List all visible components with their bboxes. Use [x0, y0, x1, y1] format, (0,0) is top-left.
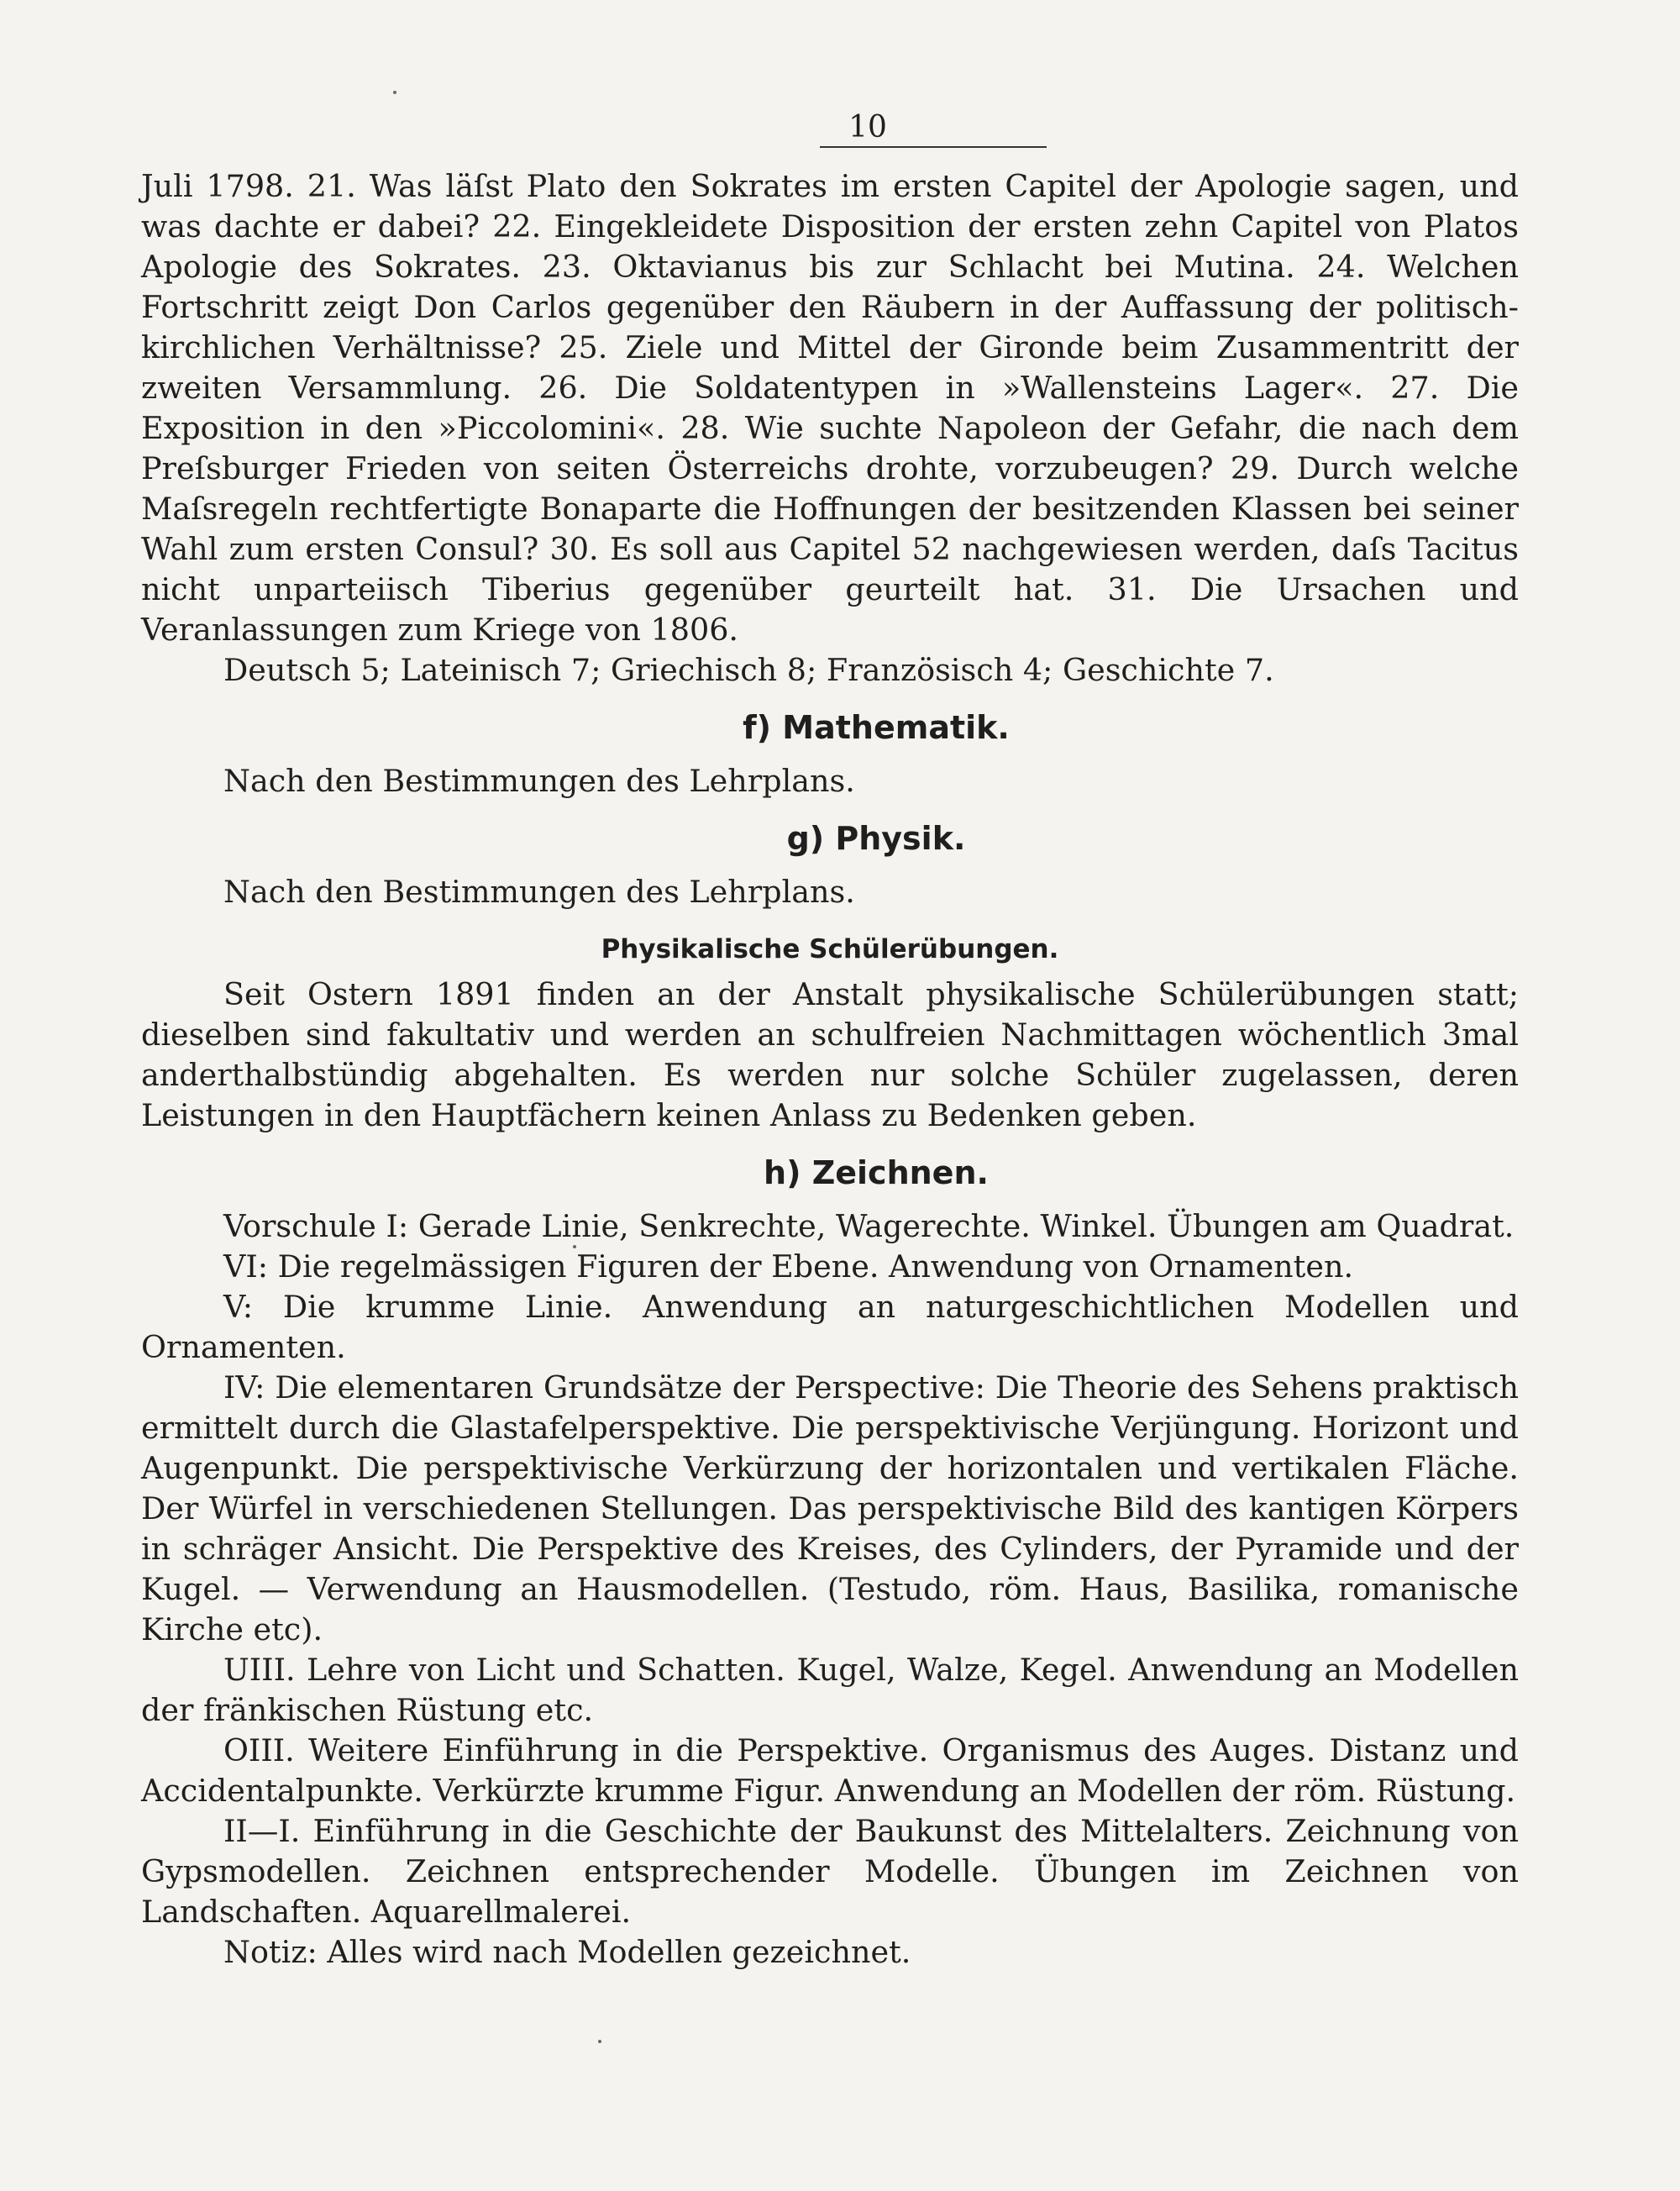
zeichnen-item: V: Die krumme Linie. Anwendung an naturgeschichtlichen Modellen und Ornamenten.: [141, 1289, 1519, 1365]
zeichnen-item: UIII. Lehre von Licht und Schatten. Kugel, Walze, Kegel. Anwendung an Modellen der fränkischen Rüstung etc.: [141, 1652, 1519, 1728]
subheading-schueleruebungen: Physikalische Schülerübungen.: [601, 934, 1059, 964]
mathematik-text: Nach den Bestimmungen des Lehrplans.: [223, 763, 855, 799]
zeichnen-item: II—I. Einführung in die Geschichte der Baukunst des Mittelalters. Zeichnung von Gypsmodellen. Zeichnen entsprechender Modelle. Übungen im Zeichnen von Landschaften. Aquarellmalerei.: [141, 1813, 1519, 1930]
physik-text: Nach den Bestimmungen des Lehrplans.: [223, 874, 855, 910]
page-number: 10: [848, 110, 887, 144]
zeichnen-note: Notiz: Alles wird nach Modellen gezeichnet.: [223, 1934, 911, 1970]
zeichnen-item: IV: Die elementaren Grundsätze der Perspective: Die Theorie des Sehens praktisch ermittelt durch die Glastafelperspektive. Die perspektivische Verjüngung. Horizont und Augenpunkt. Die perspektivische Verkürzung der horizontalen und vertikalen Fläche. Der Würfel in verschiedenen Stellungen. Das perspektivische Bild des kantigen Körpers in schräger Ansicht. Die Perspektive des Kreises, des Cylinders, der Pyramide und der Kugel. — Verwendung an Hausmodellen. (Testudo, röm. Haus, Basilika, romanische Kirche etc).: [141, 1369, 1519, 1647]
zeichnen-item: OIII. Weitere Einführung in die Perspektive. Organismus des Auges. Distanz und Accidentalpunkte. Verkürzte krumme Figur. Anwendung an Modellen der röm. Rüstung.: [141, 1732, 1519, 1809]
section-heading-mathematik: f) Mathematik.: [743, 709, 1010, 746]
zeichnen-item: VI: Die regelmässigen Figuren der Ebene. Anwendung von Ornamenten.: [223, 1248, 1354, 1285]
page-content: [141, 109, 1519, 1973]
zeichnen-item: Vorschule I: Gerade Linie, Senkrechte, Wagerechte. Winkel. Übungen am Quadrat.: [223, 1208, 1515, 1244]
speck-mark: [598, 2040, 601, 2043]
section-heading-zeichnen: h) Zeichnen.: [764, 1154, 989, 1191]
section-heading-physik: g) Physik.: [786, 820, 966, 857]
header-rule: [820, 146, 1047, 148]
hours-paragraph: Deutsch 5; Lateinisch 7; Griechisch 8; Französisch 4; Geschichte 7.: [223, 652, 1274, 688]
speck-mark: [393, 91, 396, 94]
schueleruebungen-text: Seit Ostern 1891 finden an der Anstalt physikalische Schülerübungen statt; dieselben sind fakultativ und werden an schulfreien Nachmittagen wöchentlich 3mal anderthalbstündig abgehalten. Es werden nur solche Schüler zugelassen, deren Leistungen in den Hauptfächern keinen Anlass zu Bedenken geben.: [141, 976, 1519, 1133]
topics-paragraph: Juli 1798. 21. Was läſst Plato den Sokrates im ersten Capitel der Apologie sagen, und was dachte er dabei? 22. Eingekleidete Disposition der ersten zehn Capitel von Platos Apologie des Sokrates. 23. Oktavianus bis zur Schlacht bei Mutina. 24. Welchen Fortschritt zeigt Don Carlos gegenüber den Räubern in der Auffassung der politisch-kirchlichen Verhältnisse? 25. Ziele und Mittel der Gironde beim Zusammentritt der zweiten Versammlung. 26. Die Soldatentypen in »Wallensteins Lager«. 27. Die Exposition in den »Piccolomini«. 28. Wie suchte Napoleon der Gefahr, die nach dem Preſsburger Frieden von seiten Österreichs drohte, vorzubeugen? 29. Durch welche Maſsregeln rechtfertigte Bonaparte die Hoffnungen der besitzenden Klassen bei seiner Wahl zum ersten Consul? 30. Es soll aus Capitel 52 nachgewiesen werden, daſs Tacitus nicht unparteiisch Tiberius gegenüber geurteilt hat. 31. Die Ursachen und Veranlassungen zum Kriege von 1806.: [141, 168, 1519, 648]
